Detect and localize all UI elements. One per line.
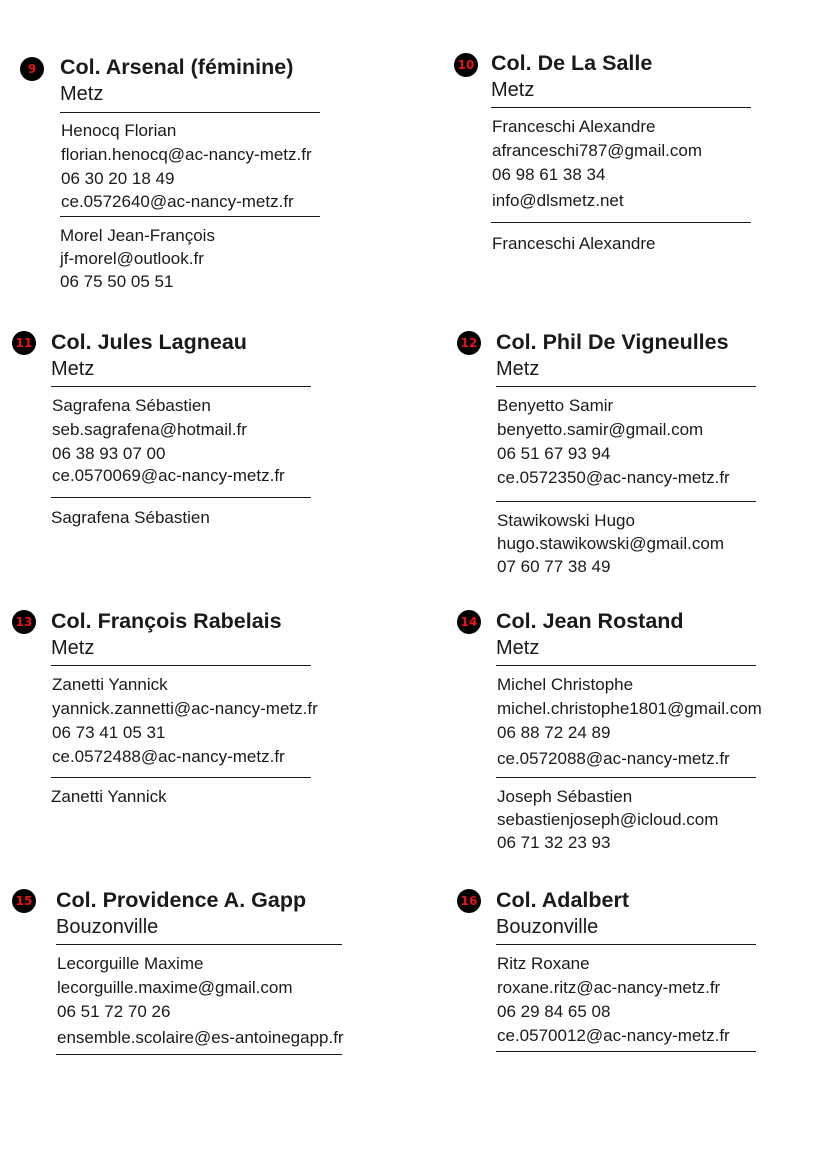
college-city: Metz	[491, 79, 535, 101]
contact-name: Zanetti Yannick	[52, 675, 168, 694]
contact-email: jf-morel@outlook.fr	[60, 249, 204, 268]
contact-name: Sagrafena Sébastien	[52, 396, 211, 415]
divider	[496, 386, 756, 387]
divider	[491, 222, 751, 223]
college-number-badge: 13	[12, 610, 36, 634]
contact-name: Henocq Florian	[61, 121, 177, 140]
contact-phone: 06 71 32 23 93	[497, 833, 611, 852]
college-number-badge: 9	[20, 57, 44, 81]
college-name: Col. Phil De Vigneulles	[496, 330, 729, 354]
divider	[496, 777, 756, 778]
contact-email: florian.henocq@ac-nancy-metz.fr	[61, 145, 312, 164]
college-number-badge: 10	[454, 53, 478, 77]
college-name: Col. Arsenal (féminine)	[60, 55, 294, 79]
school-email: info@dlsmetz.net	[492, 191, 624, 210]
contact-email: sebastienjoseph@icloud.com	[497, 810, 719, 829]
contact-phone: 06 75 50 05 51	[60, 272, 174, 291]
divider	[51, 386, 311, 387]
school-email: ce.0572350@ac-nancy-metz.fr	[497, 468, 730, 487]
divider	[51, 665, 311, 666]
college-city: Bouzonville	[56, 916, 159, 938]
divider	[496, 1051, 756, 1052]
divider	[60, 216, 320, 217]
contact-name: Lecorguille Maxime	[57, 954, 204, 973]
contact-name: Joseph Sébastien	[497, 787, 633, 806]
contact-phone: 06 29 84 65 08	[497, 1002, 611, 1021]
contact-name: Sagrafena Sébastien	[51, 508, 210, 527]
contact-phone: 06 98 61 38 34	[492, 165, 606, 184]
contact-email: yannick.zannetti@ac-nancy-metz.fr	[52, 699, 318, 718]
divider	[51, 777, 311, 778]
contact-name: Franceschi Alexandre	[492, 117, 656, 136]
contact-email: seb.sagrafena@hotmail.fr	[52, 420, 247, 439]
contact-phone: 06 30 20 18 49	[61, 169, 175, 188]
school-email: ce.0570012@ac-nancy-metz.fr	[497, 1026, 730, 1045]
college-city: Metz	[51, 637, 95, 659]
college-number-badge: 15	[12, 889, 36, 913]
college-number-badge: 12	[457, 331, 481, 355]
contact-phone: 06 51 72 70 26	[57, 1002, 171, 1021]
divider	[491, 107, 751, 108]
college-name: Col. Providence A. Gapp	[56, 888, 307, 912]
contact-name: Michel Christophe	[497, 675, 634, 694]
college-number-badge: 16	[457, 889, 481, 913]
college-city: Metz	[51, 358, 95, 380]
divider	[496, 501, 756, 502]
school-email: ce.0572488@ac-nancy-metz.fr	[52, 747, 285, 766]
college-name: Col. Jules Lagneau	[51, 330, 247, 354]
contact-phone: 06 88 72 24 89	[497, 723, 611, 742]
contact-name: Ritz Roxane	[497, 954, 590, 973]
contact-email: roxane.ritz@ac-nancy-metz.fr	[497, 978, 721, 997]
divider	[496, 944, 756, 945]
contact-phone: 06 38 93 07 00	[52, 444, 166, 463]
contact-email: lecorguille.maxime@gmail.com	[57, 978, 293, 997]
divider	[60, 112, 320, 113]
contact-name: Stawikowski Hugo	[497, 511, 635, 530]
contact-name: Franceschi Alexandre	[492, 234, 656, 253]
college-number-badge: 11	[12, 331, 36, 355]
school-email: ce.0572640@ac-nancy-metz.fr	[61, 192, 294, 211]
divider	[56, 1054, 342, 1055]
contact-name: Morel Jean-François	[60, 226, 215, 245]
contact-email: afranceschi787@gmail.com	[492, 141, 703, 160]
contact-phone: 07 60 77 38 49	[497, 557, 611, 576]
college-city: Metz	[496, 637, 540, 659]
college-number-badge: 14	[457, 610, 481, 634]
college-name: Col. Jean Rostand	[496, 609, 684, 633]
contact-email: michel.christophe1801@gmail.com	[497, 699, 762, 718]
contact-phone: 06 73 41 05 31	[52, 723, 166, 742]
contact-email: hugo.stawikowski@gmail.com	[497, 534, 725, 553]
school-email: ensemble.scolaire@es-antoinegapp.fr	[57, 1028, 344, 1047]
college-name: Col. Adalbert	[496, 888, 629, 912]
college-name: Col. François Rabelais	[51, 609, 282, 633]
school-email: ce.0572088@ac-nancy-metz.fr	[497, 749, 730, 768]
college-city: Bouzonville	[496, 916, 599, 938]
divider	[496, 665, 756, 666]
college-city: Metz	[496, 358, 540, 380]
contact-name: Benyetto Samir	[497, 396, 614, 415]
divider	[51, 497, 311, 498]
college-name: Col. De La Salle	[491, 51, 653, 75]
college-city: Metz	[60, 83, 104, 105]
contact-email: benyetto.samir@gmail.com	[497, 420, 704, 439]
school-email: ce.0570069@ac-nancy-metz.fr	[52, 466, 285, 485]
contact-phone: 06 51 67 93 94	[497, 444, 611, 463]
divider	[56, 944, 342, 945]
contact-name: Zanetti Yannick	[51, 787, 167, 806]
